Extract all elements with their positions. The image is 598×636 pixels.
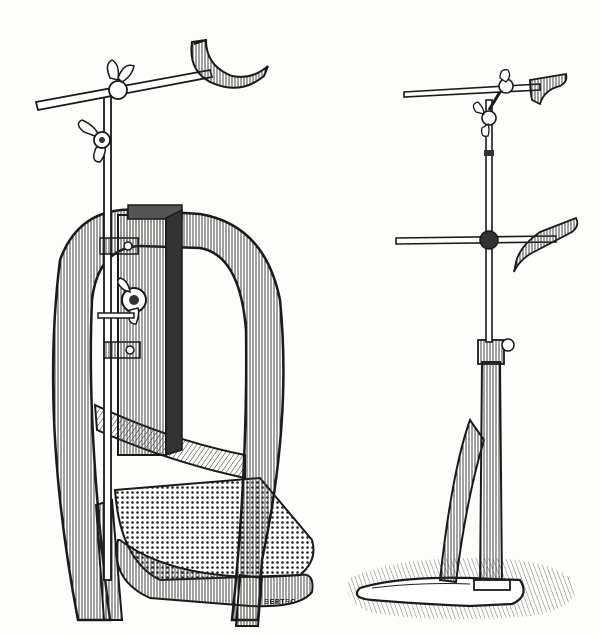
vertical-rod: [104, 90, 111, 580]
stand-brace: [440, 420, 484, 582]
stand-column: [480, 362, 502, 588]
chair-headrest: [36, 40, 314, 626]
standing-headrest: [348, 70, 578, 620]
chair-leg-back: [236, 575, 262, 626]
stand-knob-middle: [480, 231, 498, 249]
stand-collar: [478, 340, 504, 364]
stand-clamp-upper: [499, 70, 513, 93]
stand-arm-upper: [404, 84, 540, 97]
stand-pad-upper: [530, 74, 566, 104]
maker-stamp: BERTSC: [264, 599, 296, 606]
head-pad: [191, 40, 268, 88]
stand-pad-middle: [514, 218, 577, 272]
stand-wing-nut: [473, 92, 500, 136]
